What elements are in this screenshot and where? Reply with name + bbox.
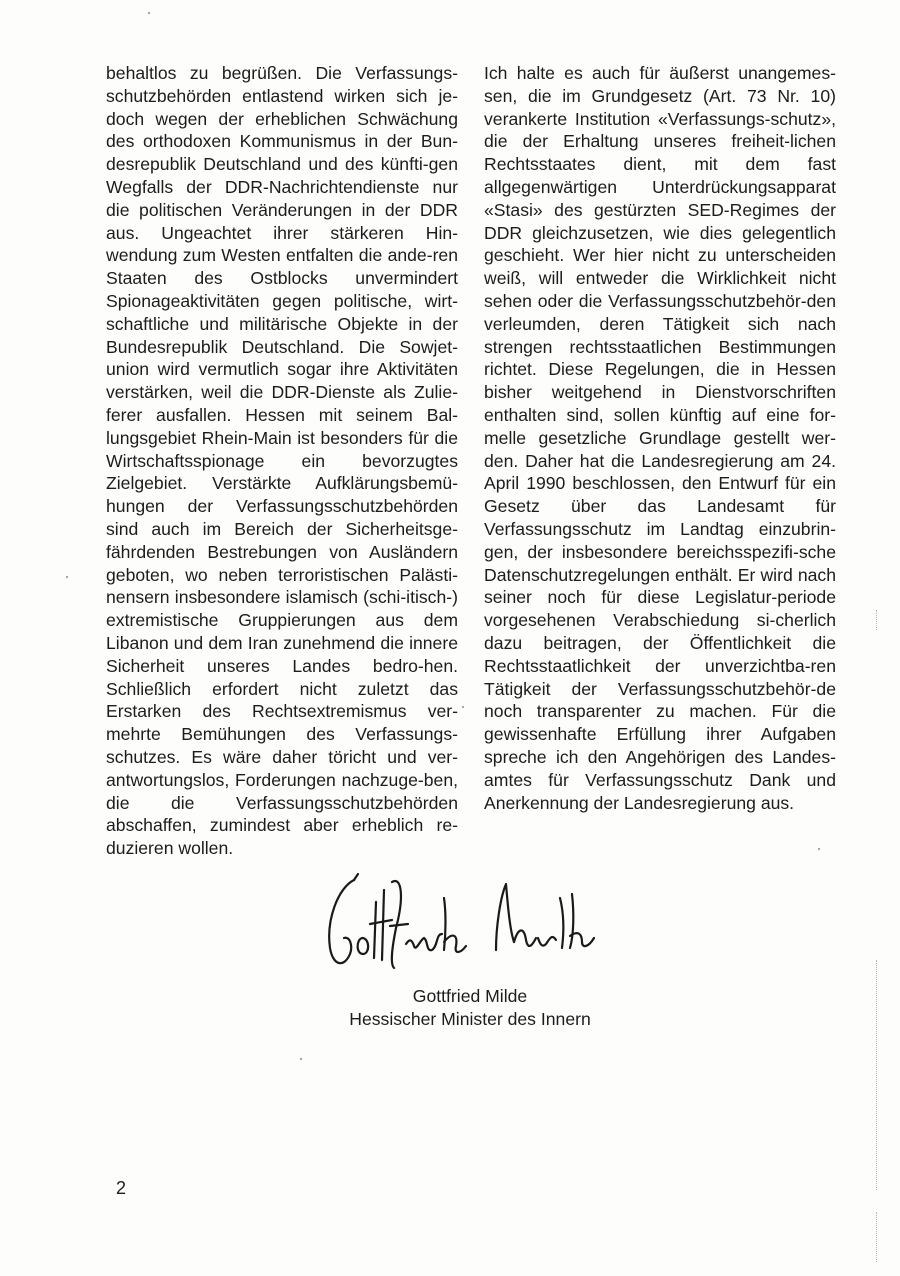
scan-speck: [462, 706, 464, 708]
scan-speck: [818, 848, 820, 850]
scan-speck: [148, 12, 150, 14]
left-column-paragraph: behaltlos zu begrüßen. Die Verfassungs-schutzbehörden entlastend wirken sich je-doch wegen der erheblichen Schwächung des orthodoxen Kommunismus in der Bun-desrepublik Deutschland und des künfti-gen Wegfalls der DDR-Nachrichtendienste nur die politischen Veränderungen in der DDR aus. Ungeachtet ihrer stärkeren Hin-wendung zum Westen entfalten die ande-ren Staaten des Ostblocks unvermindert Spionageaktivitäten gegen politische, wirt-schaftliche und militärische Objekte in der Bundesrepublik Deutschland. Die Sowjet-union wird vermutlich sogar ihre Aktivitäten verstärken, weil die DDR-Dienste als Zulie-ferer ausfallen. Hessen mit seinem Bal-lungsgebiet Rhein-Main ist besonders für die Wirtschaftsspionage ein bevorzugtes Zielgebiet. Verstärkte Aufklärungsbemü-hungen der Verfassungsschutzbehörden sind auch im Bereich der Sicherheitsge-fährdenden Bestrebungen von Ausländern geboten, wo neben terroristischen Palästi-nensern insbesondere islamisch (schi-itisch-) extremistische Gruppierungen aus dem Libanon und dem Iran zunehmend die innere Sicherheit unseres Landes bedro-hen. Schließlich erfordert nicht zuletzt das Erstarken des Rechtsextremismus ver-mehrte Bemühungen des Verfassungs-schutzes. Es wäre daher töricht und ver-antwortungslos, Forderungen nachzuge-ben, die die Verfassungsschutzbehörden abschaffen, zumindest aber erheblich re-duzieren wollen.: [106, 63, 458, 859]
handwritten-signature: [320, 868, 620, 978]
scan-edge-mark: [876, 960, 878, 1190]
scan-speck: [300, 1058, 302, 1060]
left-text-column: [106, 62, 458, 860]
signer-title: Hessischer Minister des Innern: [349, 1009, 591, 1029]
page-number: 2: [116, 1178, 127, 1198]
scan-edge-mark: [876, 610, 878, 630]
right-column-paragraph: Ich halte es auch für äußerst unangemes-sen, die im Grundgesetz (Art. 73 Nr. 10) verankerte Institution «Verfassungs-schutz», die der Erhaltung unseres freiheit-lichen Rechtsstaates dient, mit dem fast allgegenwärtigen Unterdrückungsapparat «Stasi» des gestürzten SED-Regimes der DDR gleichzusetzen, wie dies gelegentlich geschieht. Wer hier nicht zu unterscheiden weiß, will entweder die Wirklichkeit nicht sehen oder die Verfassungsschutzbehör-den verleumden, deren Tätigkeit sich nach strengen rechtsstaatlichen Bestimmungen richtet. Diese Regelungen, die in Hessen bisher weitgehend in Dienstvorschriften enthalten sind, sollen künftig auf eine for-melle gesetzliche Grundlage gestellt wer-den. Daher hat die Landesregierung am 24. April 1990 beschlossen, den Entwurf für ein Gesetz über das Landesamt für Verfassungsschutz im Landtag einzubrin-gen, der insbesondere bereichsspezifi-sche Datenschutzregelungen enthält. Er wird nach seiner noch für diese Legislatur-periode vorgesehenen Verabschiedung si-cherlich dazu beitragen, der Öffentlichkeit die Rechtsstaatlichkeit der unverzichtba-ren Tätigkeit der Verfassungsschutzbehör-de noch transparenter zu machen. Für die gewissenhafte Erfüllung ihrer Aufgaben spreche ich den Angehörigen des Landes-amtes für Verfassungsschutz Dank und Anerkennung der Landesregierung aus.: [484, 63, 836, 813]
scan-edge-mark: [876, 1212, 878, 1262]
right-text-column: [484, 62, 836, 814]
signer-name: Gottfried Milde: [412, 986, 528, 1006]
scan-speck: [66, 576, 68, 578]
